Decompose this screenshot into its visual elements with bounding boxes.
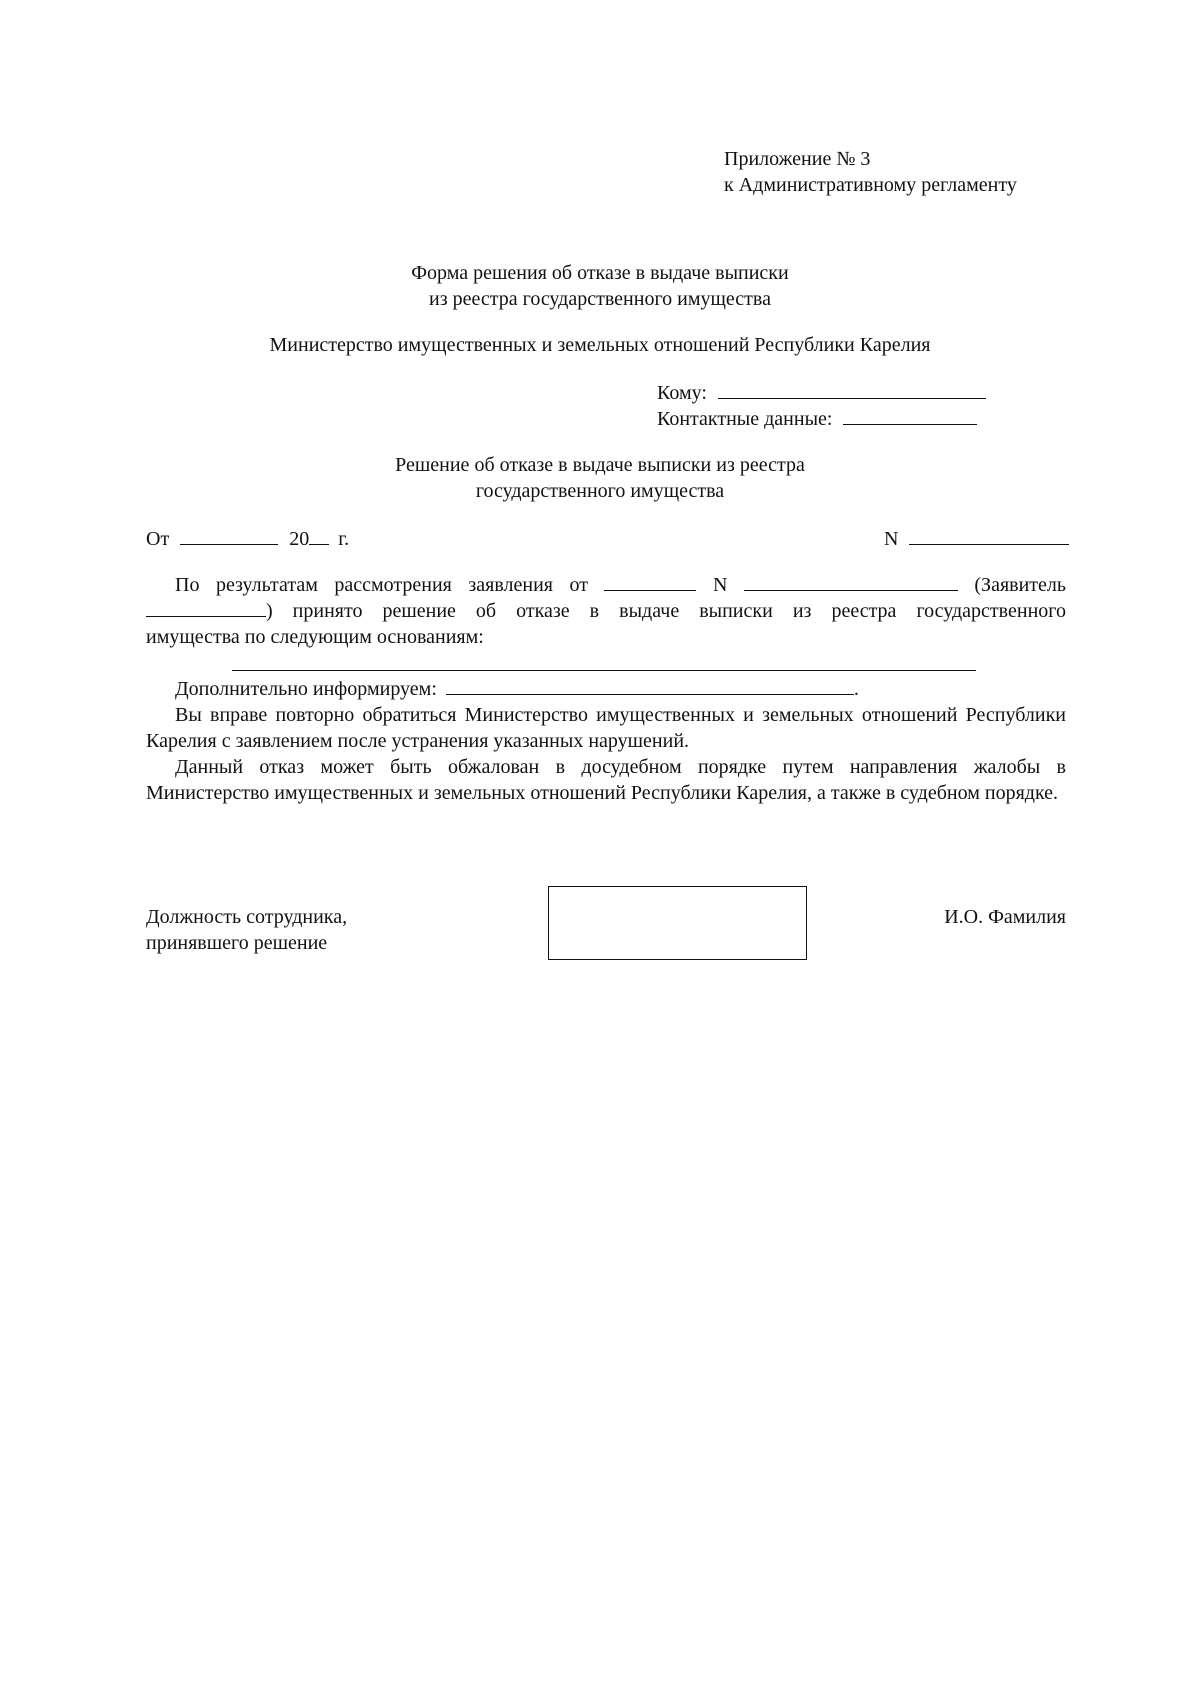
decision-title-line-2: государственного имущества: [475, 480, 725, 502]
signatory-position-line-1: Должность сотрудника,: [146, 906, 348, 928]
date-year-field[interactable]: [309, 527, 329, 545]
date-year-suffix: г.: [338, 528, 350, 550]
applicant-field[interactable]: [146, 599, 266, 617]
decision-number-label: N: [884, 528, 899, 550]
recipient-to-label: Кому:: [657, 382, 707, 404]
signature-box[interactable]: [548, 886, 807, 960]
recipient-to: [657, 380, 986, 406]
application-number-field[interactable]: [744, 573, 958, 591]
additional-info-end: .: [853, 678, 859, 700]
signatory-name: И.О. Фамилия: [944, 906, 1066, 928]
applicant-line: [146, 600, 1066, 622]
reasons-field[interactable]: [232, 670, 976, 671]
date-year-prefix: 20: [289, 528, 310, 550]
recipient-to-field[interactable]: [718, 381, 986, 399]
additional-info-field[interactable]: [446, 677, 854, 695]
ministry-name: Министерство имущественных и земельных отношений Республики Карелия: [269, 334, 931, 356]
body-p1-line-1: [175, 572, 1066, 598]
recipient-contacts: [657, 406, 977, 432]
date-line: [146, 526, 349, 552]
body-p1-text-b: (Заявитель: [974, 574, 1067, 596]
date-field[interactable]: [180, 527, 278, 545]
appendix-line-1: Приложение № 3: [724, 148, 871, 170]
recipient-contacts-label: Контактные данные:: [657, 408, 833, 430]
signatory-position-line-2: принявшего решение: [146, 932, 328, 954]
decision-number: [884, 526, 1069, 552]
additional-info-label: Дополнительно информируем:: [175, 678, 437, 700]
application-date-field[interactable]: [604, 573, 696, 591]
form-title-line-1: Форма решения об отказе в выдаче выписки: [411, 262, 789, 284]
additional-info: [175, 676, 859, 702]
body-p3: Данный отказ может быть обжалован в досудебном порядке путем направления жалобы в Министерство имущественных и земельных отношений Республики Карелия, а также в судебном порядке.: [146, 756, 1066, 804]
body-p1-n: N: [712, 574, 728, 596]
form-title-line-2: из реестра государственного имущества: [429, 288, 771, 310]
body-p2: Вы вправе повторно обратиться Министерство имущественных и земельных отношений Республики Карелия с заявлением после устранения указанных нарушений.: [146, 704, 1066, 752]
body-p1-line-3: имущества по следующим основаниям:: [146, 626, 484, 648]
body-p1-text-a: По результатам рассмотрения заявления от: [175, 574, 588, 596]
body-p1-line-2: [146, 598, 1066, 624]
recipient-contacts-field[interactable]: [843, 407, 977, 425]
appendix-line-2: к Административному регламенту: [724, 174, 1017, 196]
date-from-label: От: [146, 528, 170, 550]
decision-title-line-1: Решение об отказе в выдаче выписки из реестра: [395, 454, 805, 476]
decision-number-field[interactable]: [909, 527, 1069, 545]
body-p1-text-c: ) принято решение об отказе в выдаче выписки из реестра государственного: [266, 600, 1066, 622]
